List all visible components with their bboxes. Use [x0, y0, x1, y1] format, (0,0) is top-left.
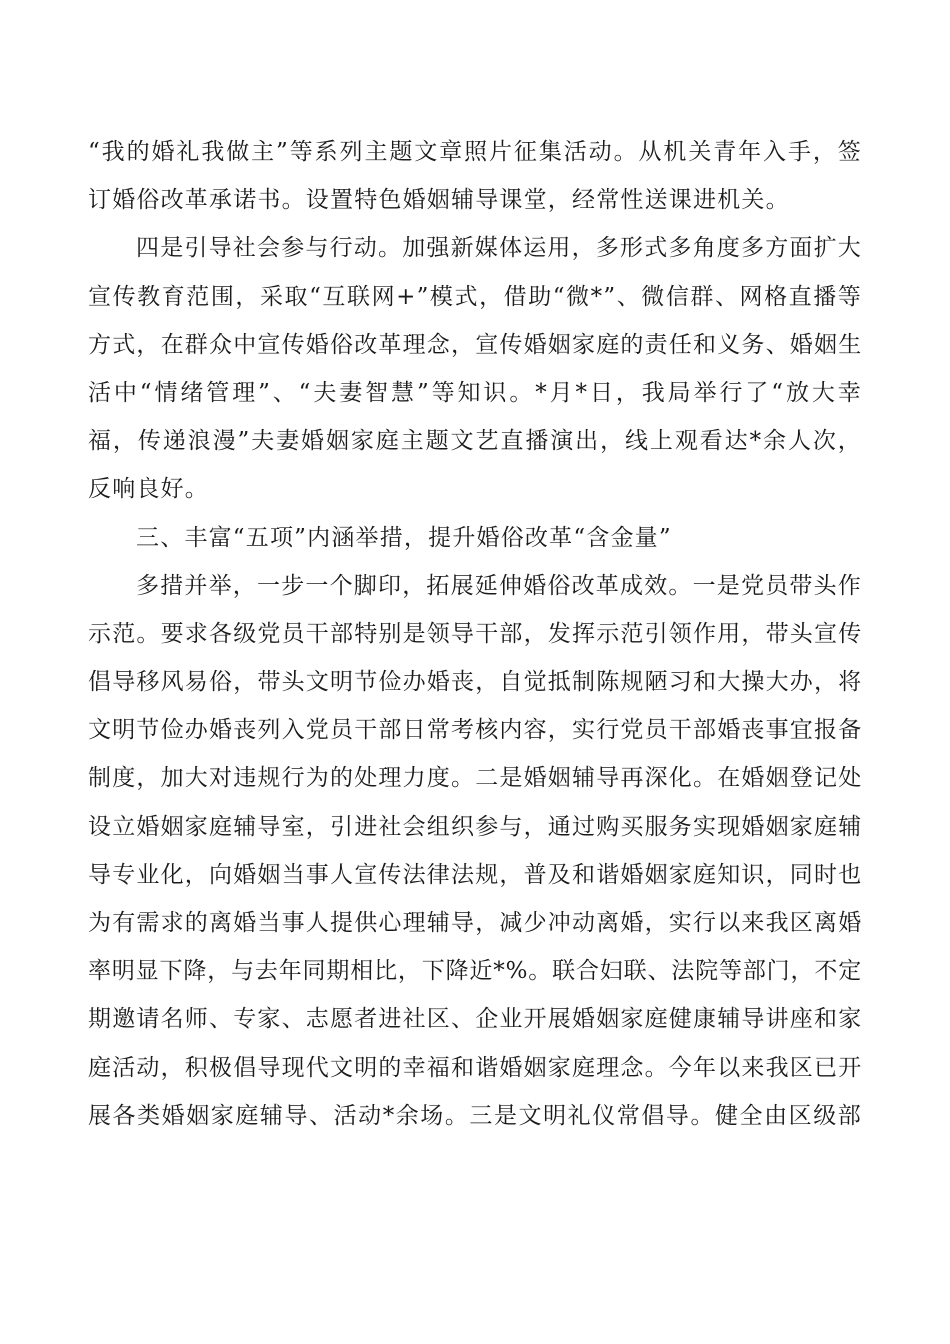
text-line: 订婚俗改革承诺书。设置特色婚姻辅导课堂，经常性送课进机关。	[88, 187, 790, 214]
text-line: 率明显下降，与去年同期相比，下降近*%。联合妇联、法院等部门，不定	[88, 958, 862, 985]
document-body	[88, 128, 862, 1140]
text-line: 四是引导社会参与行动。加强新媒体运用，多形式多角度多方面扩大	[136, 235, 862, 262]
text-line: 为有需求的离婚当事人提供心理辅导，减少冲动离婚，实行以来我区离婚	[88, 910, 863, 936]
text-line: 设立婚姻家庭辅导室，引进社会组织参与，通过购买服务实现婚姻家庭辅	[88, 813, 863, 840]
text-line: 方式，在群众中宣传婚俗改革理念，宣传婚姻家庭的责任和义务、婚姻生	[88, 331, 863, 358]
text-line: 活中“情绪管理”、“夫妻智慧”等知识。*月*日，我局举行了“放大幸	[88, 379, 862, 406]
text-line: 导专业化，向婚姻当事人宣传法律法规，普及和谐婚姻家庭知识，同时也	[88, 861, 863, 888]
text-line: 多措并举，一步一个脚印，拓展延伸婚俗改革成效。一是党员带头作	[136, 572, 862, 599]
text-line: 庭活动，积极倡导现代文明的幸福和谐婚姻家庭理念。今年以来我区已开	[88, 1054, 863, 1081]
text-line: 福，传递浪漫”夫妻婚姻家庭主题文艺直播演出，线上观看达*余人次，	[88, 428, 862, 455]
text-line: 制度，加大对违规行为的处理力度。二是婚姻辅导再深化。在婚姻登记处	[88, 765, 863, 792]
text-line: 期邀请名师、专家、志愿者进社区、企业开展婚姻家庭健康辅导讲座和家	[88, 1006, 863, 1033]
text-line: 示范。要求各级党员干部特别是领导干部，发挥示范引领作用，带头宣传	[88, 620, 863, 647]
text-line: “我的婚礼我做主”等系列主题文章照片征集活动。从机关青年入手，签	[88, 139, 862, 165]
text-line: 反响良好。	[88, 476, 209, 503]
text-line: 文明节俭办婚丧列入党员干部日常考核内容，实行党员干部婚丧事宜报备	[88, 717, 863, 744]
text-line: 展各类婚姻家庭辅导、活动*余场。三是文明礼仪常倡导。健全由区级部	[88, 1102, 862, 1129]
text-line: 三、丰富“五项”内涵举措，提升婚俗改革“含金量”	[136, 524, 672, 551]
text-line: 宣传教育范围，采取“互联网+”模式，借助“微*”、微信群、网格直播等	[88, 283, 862, 310]
text-line: 倡导移风易俗，带头文明节俭办婚丧，自觉抵制陈规陋习和大操大办，将	[88, 669, 863, 696]
